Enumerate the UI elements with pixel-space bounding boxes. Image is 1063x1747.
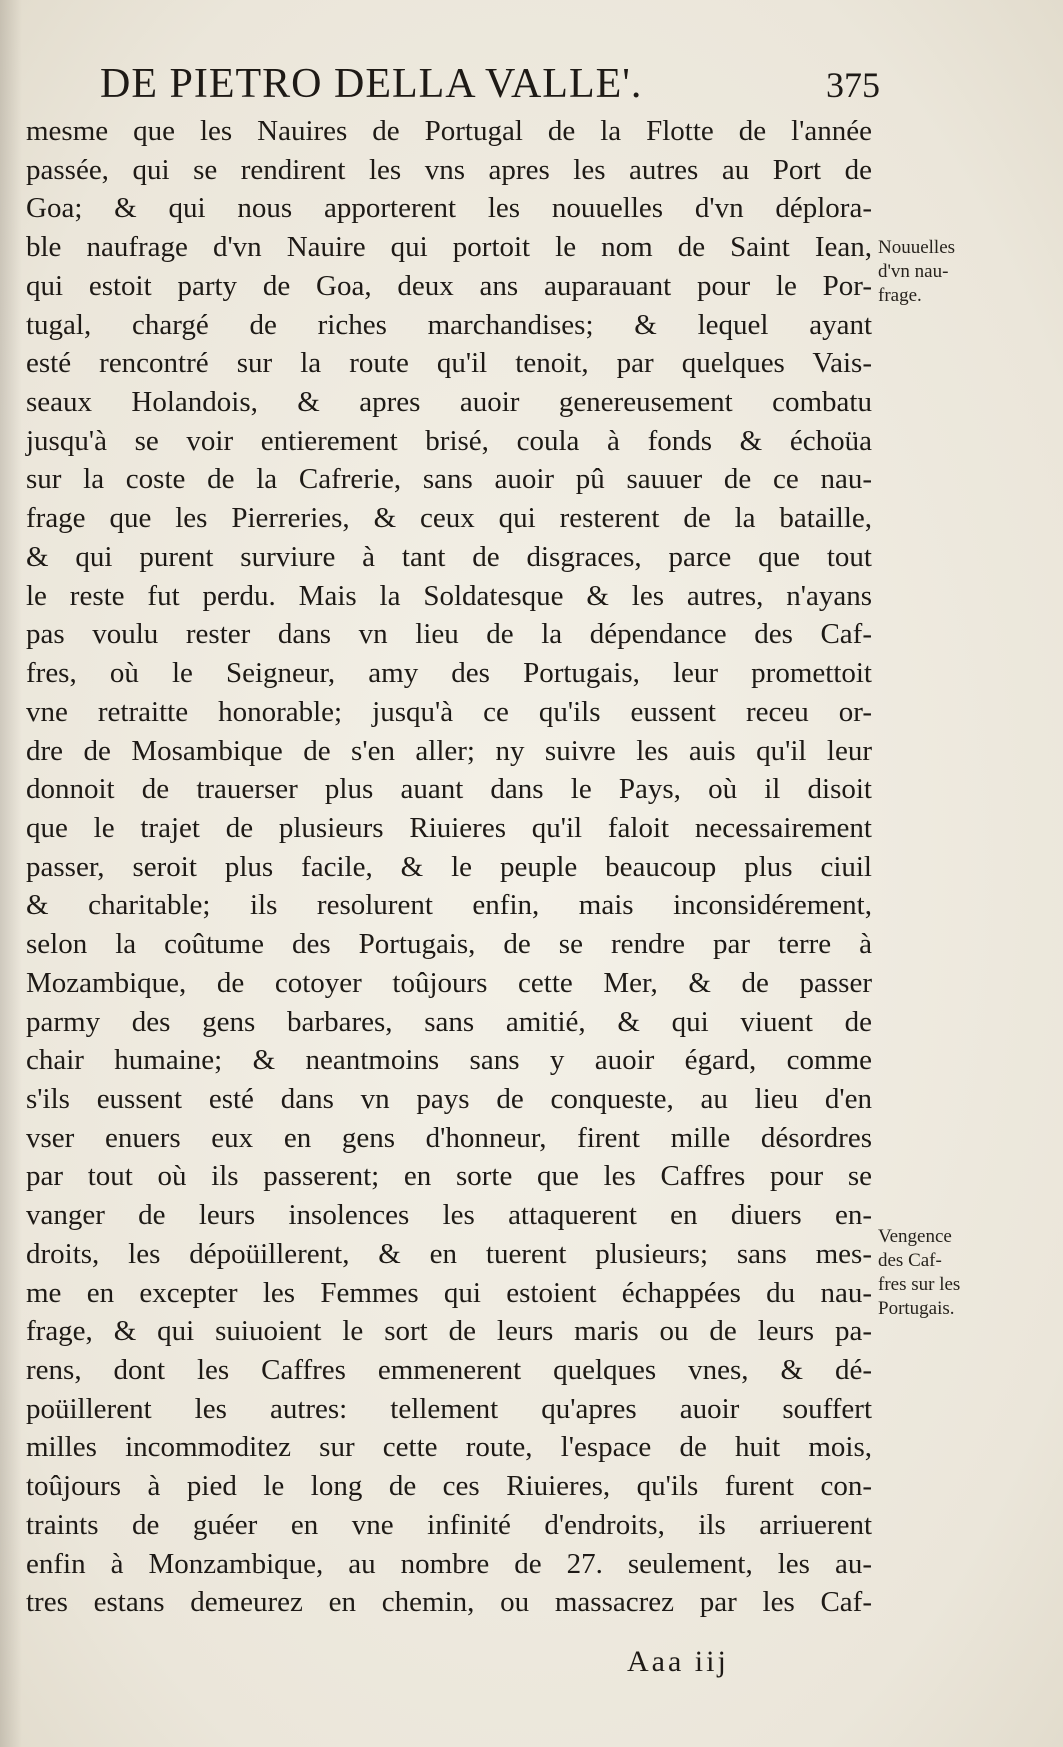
margin-note-line: des Caf-	[878, 1250, 942, 1271]
text-line: & qui purent surviure à tant de disgraces, parce que tout	[26, 540, 872, 573]
text-line: chair humaine; & neantmoins sans y auoir égard, comme	[26, 1044, 872, 1077]
margin-note-revenge	[878, 1225, 1008, 1321]
text-line: milles incommoditez sur cette route, l'espace de huit mois,	[26, 1431, 872, 1464]
text-line: Mozambique, de cotoyer toûjours cette Mer, & de passer	[26, 966, 872, 999]
text-line: parmy des gens barbares, sans amitié, & qui viuent de	[26, 1005, 872, 1038]
text-line: jusqu'à se voir entierement brisé, coula à fonds & échoüa	[26, 424, 872, 457]
running-title: DE PIETRO DELLA VALLE'.	[100, 61, 643, 107]
text-line: seaux Holandois, & apres auoir genereusement combatu	[26, 386, 872, 419]
text-line: Goa; & qui nous apporterent les nouuelles d'vn déplora-	[26, 192, 872, 225]
page-number: 375	[826, 65, 880, 105]
text-line: vser enuers eux en gens d'honneur, firent mille désordres	[26, 1121, 872, 1154]
text-line: me en excepter les Femmes qui estoient échappées du nau-	[26, 1276, 872, 1309]
text-line: frage que les Pierreries, & ceux qui resterent de la bataille,	[26, 502, 872, 535]
margin-note-line: frage.	[878, 285, 922, 306]
text-line: rens, dont les Caffres emmenerent quelques vnes, & dé-	[26, 1354, 872, 1386]
margin-note-line: Nouuelles	[878, 237, 956, 258]
text-line: qui estoit party de Goa, deux ans auparauant pour le Por-	[26, 269, 872, 302]
text-line: que le trajet de plusieurs Riuieres qu'il faloit necessairement	[26, 811, 872, 844]
text-line: frage, & qui suiuoient le sort de leurs maris ou de leurs pa-	[26, 1315, 872, 1348]
text-line: toûjours à pied le long de ces Riuieres, qu'ils furent con-	[26, 1470, 872, 1503]
text-line: & charitable; ils resolurent enfin, mais inconsidérement,	[26, 889, 872, 922]
text-line: donnoit de trauerser plus auant dans le Pays, où il disoit	[26, 773, 872, 806]
signature-mark: Aaa iij	[627, 1645, 729, 1678]
text-line: passer, seroit plus facile, & le peuple beaucoup plus ciuil	[26, 850, 872, 883]
margin-note-line: Vengence	[878, 1226, 952, 1247]
text-line: sur la coste de la Cafrerie, sans auoir pû sauuer de ce nau-	[26, 463, 872, 496]
text-line: poüillerent les autres: tellement qu'apres auoir souffert	[26, 1392, 872, 1425]
text-line: le reste fut perdu. Mais la Soldatesque & les autres, n'ayans	[26, 579, 872, 612]
body-text	[26, 112, 872, 1622]
margin-note-line: fres sur les	[878, 1274, 961, 1295]
text-line: par tout où ils passerent; en sorte que les Caffres pour se	[26, 1160, 872, 1193]
text-line: selon la coûtume des Portugais, de se rendre par terre à	[26, 928, 872, 961]
page-header	[100, 60, 880, 112]
margin-note-shipwreck	[878, 236, 1008, 308]
text-line: passée, qui se rendirent les vns apres les autres au Port de	[26, 153, 872, 186]
text-line: enfin à Monzambique, au nombre de 27. seulement, les au-	[26, 1547, 872, 1580]
text-line: tugal, chargé de riches marchandises; & lequel ayant	[26, 308, 872, 341]
text-line: vanger de leurs insolences les attaquerent en diuers en-	[26, 1199, 872, 1232]
text-line: traints de guéer en vne infinité d'endroits, ils arriuerent	[26, 1508, 872, 1541]
text-line: ble naufrage d'vn Nauire qui portoit le nom de Saint Iean,	[26, 231, 872, 264]
text-line: s'ils eussent esté dans vn pays de conqueste, au lieu d'en	[26, 1082, 872, 1115]
text-line: fres, où le Seigneur, amy des Portugais, leur promettoit	[26, 657, 872, 690]
text-line: esté rencontré sur la route qu'il tenoit, par quelques Vais-	[26, 347, 872, 380]
margin-note-line: Portugais.	[878, 1298, 955, 1319]
text-line: vne retraitte honorable; jusqu'à ce qu'ils eussent receu or-	[26, 695, 872, 728]
text-line: pas voulu rester dans vn lieu de la dépendance des Caf-	[26, 618, 872, 651]
text-line: tres estans demeurez en chemin, ou massacrez par les Caf-	[26, 1586, 872, 1619]
text-line: mesme que les Nauires de Portugal de la Flotte de l'année	[26, 115, 872, 147]
text-line: dre de Mosambique de s'en aller; ny suivre les auis qu'il leur	[26, 734, 872, 767]
margin-note-line: d'vn nau-	[878, 261, 949, 282]
text-line: droits, les dépoüillerent, & en tuerent plusieurs; sans mes-	[26, 1237, 872, 1270]
